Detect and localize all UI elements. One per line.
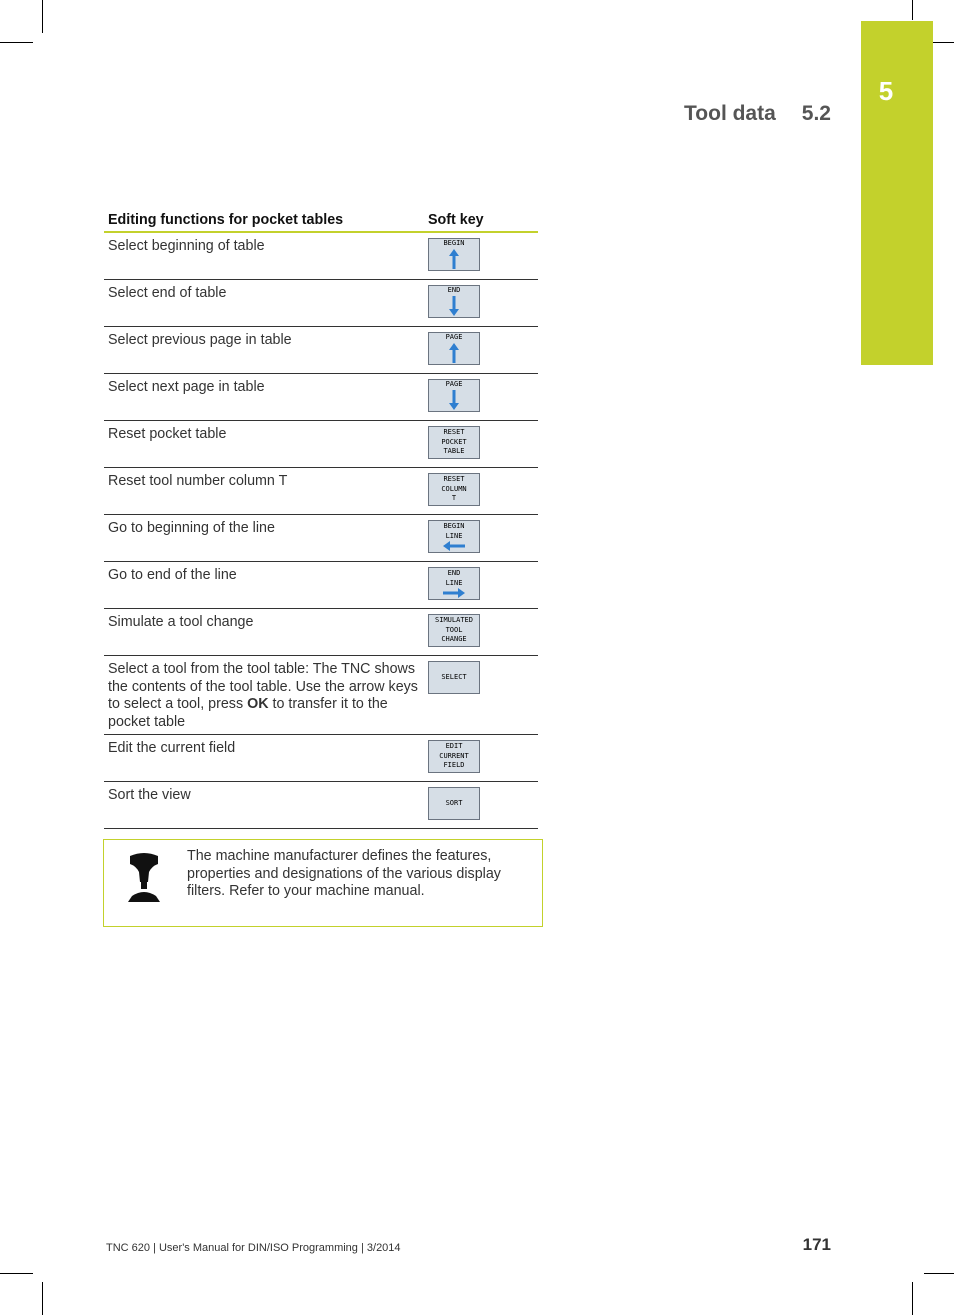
softkey-label: SELECT bbox=[441, 672, 467, 681]
manufacturer-note bbox=[103, 839, 543, 927]
softkey-cell bbox=[428, 609, 538, 656]
table-row bbox=[104, 421, 538, 468]
table-row bbox=[104, 468, 538, 515]
crop-mark bbox=[912, 1282, 913, 1315]
function-column-header: Editing functions for pocket tables bbox=[104, 207, 428, 232]
function-description: Select previous page in table bbox=[104, 327, 428, 374]
softkey-label: BEGIN bbox=[443, 522, 465, 530]
crop-mark bbox=[912, 0, 913, 20]
softkey-cell bbox=[428, 562, 538, 609]
table-row bbox=[104, 232, 538, 280]
crop-mark bbox=[924, 1273, 954, 1274]
softkey-button[interactable] bbox=[428, 238, 480, 271]
function-description: Simulate a tool change bbox=[104, 609, 428, 656]
function-description: Reset tool number column T bbox=[104, 468, 428, 515]
softkey-cell bbox=[428, 232, 538, 280]
table-row bbox=[104, 735, 538, 782]
softkey-button[interactable] bbox=[428, 426, 480, 459]
softkey-cell bbox=[428, 735, 538, 782]
function-description bbox=[104, 656, 428, 735]
softkey-cell bbox=[428, 468, 538, 515]
note-icon-cell bbox=[104, 840, 187, 926]
crop-mark bbox=[0, 1273, 33, 1274]
ok-key-label: OK bbox=[247, 696, 269, 712]
softkey-button[interactable] bbox=[428, 567, 480, 600]
softkey-button[interactable] bbox=[428, 285, 480, 318]
softkey-cell bbox=[428, 656, 538, 735]
function-description: Select next page in table bbox=[104, 374, 428, 421]
footer-text: TNC 620 | User's Manual for DIN/ISO Programming | 3/2014 bbox=[106, 1242, 401, 1254]
function-description: Select beginning of table bbox=[104, 232, 428, 280]
arrow-up-icon bbox=[449, 343, 459, 363]
softkey-button[interactable] bbox=[428, 473, 480, 506]
softkey-label: POCKET bbox=[441, 437, 467, 446]
softkey-label: PAGE bbox=[445, 333, 463, 342]
softkey-label: FIELD bbox=[443, 761, 465, 770]
softkey-label: LINE bbox=[445, 531, 463, 540]
softkey-column-header: Soft key bbox=[428, 207, 538, 232]
softkey-cell bbox=[428, 782, 538, 829]
table-row bbox=[104, 562, 538, 609]
softkey-label: RESET bbox=[443, 428, 465, 437]
table-row bbox=[104, 609, 538, 656]
table-row bbox=[104, 656, 538, 735]
softkey-button[interactable] bbox=[428, 614, 480, 647]
softkey-cell bbox=[428, 374, 538, 421]
crop-mark bbox=[42, 0, 43, 33]
crop-mark bbox=[0, 42, 33, 43]
description-text: Select a tool from the tool table: The TNC shows the contents of the tool table. Use the arrow keys to select a tool, press bbox=[108, 661, 418, 712]
arrow-down-icon bbox=[449, 390, 459, 410]
table-row bbox=[104, 327, 538, 374]
function-description: Go to end of the line bbox=[104, 562, 428, 609]
softkey-button[interactable] bbox=[428, 740, 480, 773]
softkey-label: T bbox=[451, 494, 457, 503]
softkey-label: RESET bbox=[443, 475, 465, 484]
softkey-label: EDIT bbox=[445, 742, 463, 751]
softkey-label: TABLE bbox=[443, 447, 465, 456]
softkey-label: TOOL bbox=[445, 625, 463, 634]
table-row bbox=[104, 374, 538, 421]
page-number: 171 bbox=[802, 1235, 831, 1254]
header-section: 5.2 bbox=[801, 102, 831, 125]
function-description: Sort the view bbox=[104, 782, 428, 829]
arrow-left-icon bbox=[443, 541, 465, 551]
running-header bbox=[684, 102, 831, 126]
crop-mark bbox=[933, 42, 954, 43]
softkey-cell bbox=[428, 327, 538, 374]
function-description: Edit the current field bbox=[104, 735, 428, 782]
softkey-label: END bbox=[447, 569, 461, 577]
softkey-button[interactable] bbox=[428, 661, 480, 694]
table-row bbox=[104, 515, 538, 562]
crop-mark bbox=[42, 1282, 43, 1315]
softkey-button[interactable] bbox=[428, 379, 480, 412]
function-description: Reset pocket table bbox=[104, 421, 428, 468]
note-text: The machine manufacturer defines the features, properties and designations of the various display filters. Refer to your machine manual. bbox=[187, 848, 501, 899]
function-description: Go to beginning of the line bbox=[104, 515, 428, 562]
description-text: to transfer it to the pocket table bbox=[108, 696, 388, 730]
arrow-up-icon bbox=[449, 249, 459, 269]
machine-manufacturer-icon bbox=[124, 852, 164, 908]
softkey-label: PAGE bbox=[445, 380, 463, 389]
editing-functions-table bbox=[104, 207, 538, 829]
table-row bbox=[104, 782, 538, 829]
softkey-button[interactable] bbox=[428, 787, 480, 820]
table-header-row bbox=[104, 207, 538, 232]
table-row bbox=[104, 280, 538, 327]
softkey-label: SIMULATED bbox=[435, 616, 473, 625]
arrow-right-icon bbox=[443, 588, 465, 598]
softkey-button[interactable] bbox=[428, 520, 480, 553]
arrow-down-icon bbox=[449, 296, 459, 316]
softkey-label: SORT bbox=[445, 798, 463, 807]
softkey-label: COLUMN bbox=[441, 484, 467, 493]
softkey-cell bbox=[428, 421, 538, 468]
header-title: Tool data bbox=[684, 102, 776, 125]
softkey-cell bbox=[428, 515, 538, 562]
softkey-label: END bbox=[447, 286, 461, 295]
softkey-label: CHANGE bbox=[441, 635, 467, 644]
softkey-cell bbox=[428, 280, 538, 327]
function-description: Select end of table bbox=[104, 280, 428, 327]
softkey-label: BEGIN bbox=[443, 239, 465, 248]
softkey-button[interactable] bbox=[428, 332, 480, 365]
chapter-tab bbox=[861, 21, 933, 365]
softkey-label: LINE bbox=[445, 578, 463, 587]
softkey-label: CURRENT bbox=[439, 751, 469, 760]
chapter-number: 5 bbox=[878, 76, 894, 106]
